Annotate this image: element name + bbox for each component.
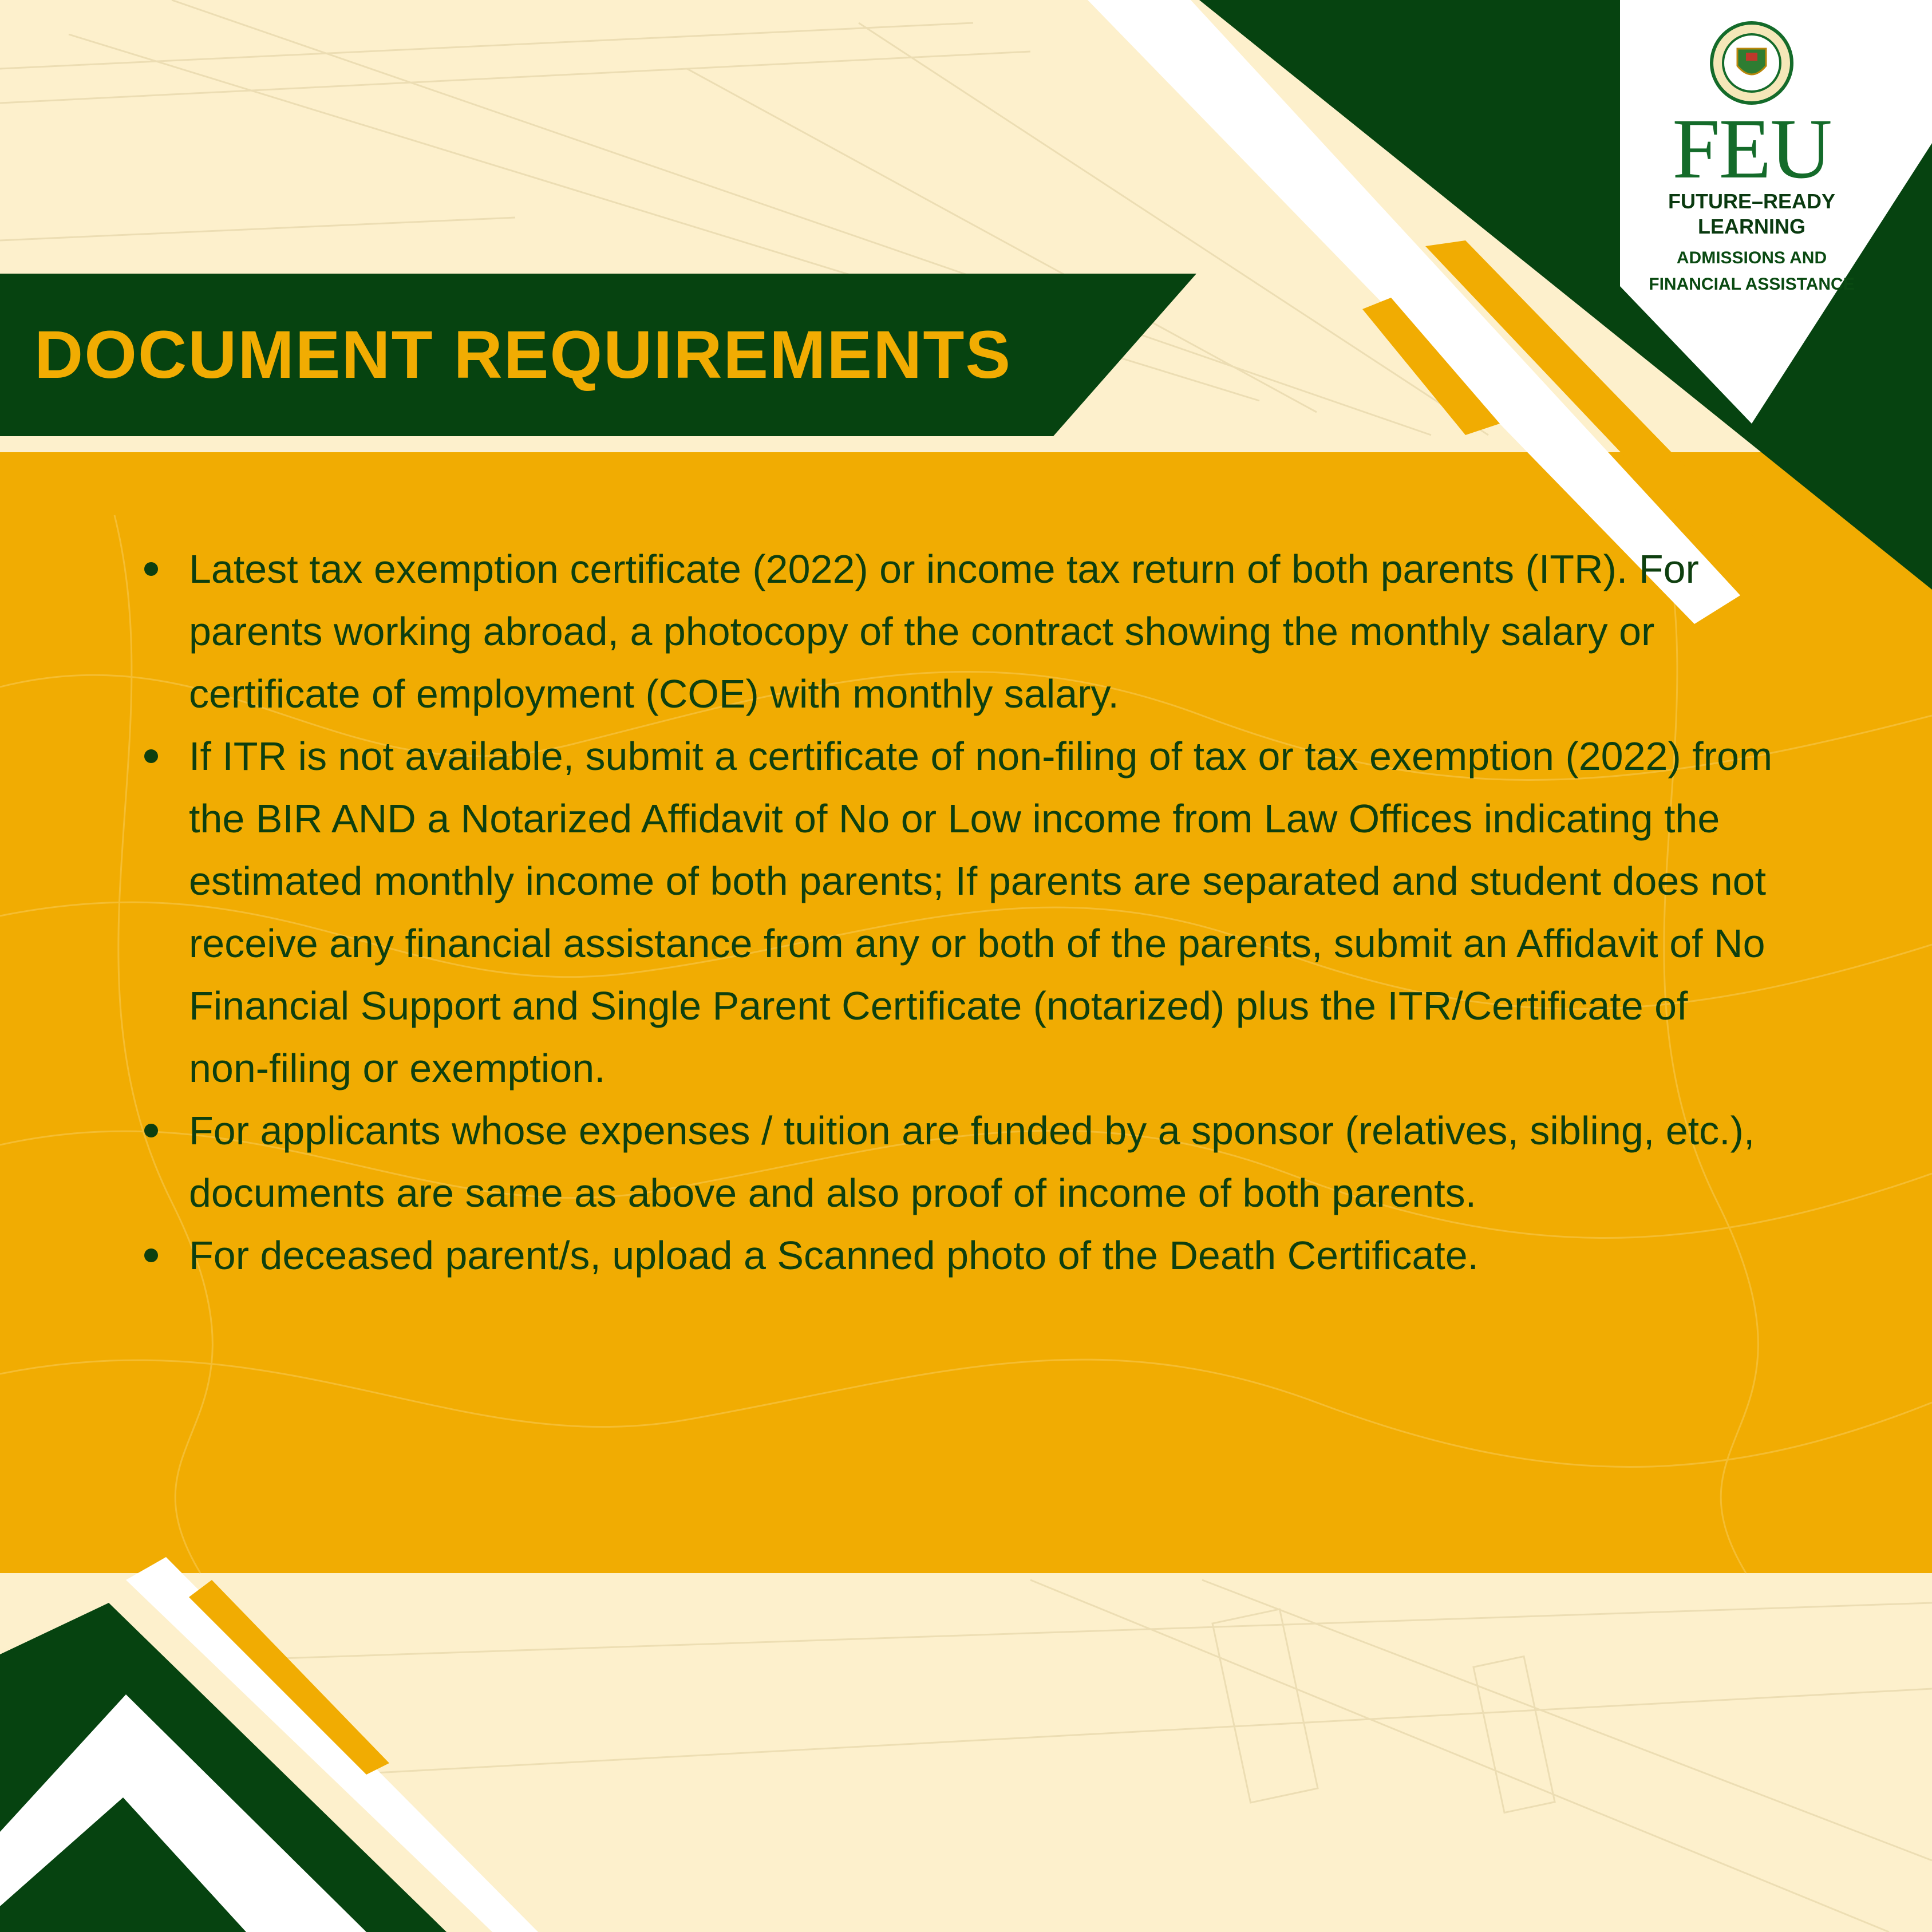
logo-tagline-line2: LEARNING — [1698, 215, 1805, 238]
bullet-icon — [144, 749, 158, 763]
logo-office-line1: ADMISSIONS AND — [1676, 248, 1827, 267]
feu-wordmark: FEU — [1672, 101, 1831, 196]
logo-office-line2: FINANCIAL ASSISTANCE — [1649, 275, 1855, 294]
requirement-text: For applicants whose expenses / tuition are funded by a sponsor (relatives, sibling, etc.), documents are same as above and also proof of income of both parents. — [189, 1108, 1755, 1215]
list-item — [137, 725, 1775, 1100]
requirements-list — [137, 538, 1775, 1287]
page-title: DOCUMENT REQUIREMENTS — [34, 317, 1012, 393]
bullet-icon — [144, 562, 158, 576]
title-banner — [0, 274, 1196, 436]
bullet-icon — [144, 1124, 158, 1137]
list-item — [137, 1224, 1775, 1287]
requirement-text: For deceased parent/s, upload a Scanned photo of the Death Certificate. — [189, 1233, 1479, 1278]
requirement-text: If ITR is not available, submit a certificate of non-filing of tax or tax exemption (2022) from the BIR AND a Notarized Affidavit of No or Low income from Law Offices indicating the estimated monthly income of both parents; If parents are separated and student does not receive any financial assistance from any or both of the parents, submit an Affidavit of No Financial Support and Single Parent Certificate (notarized) plus the ITR/Certificate of non-filing or exemption. — [189, 734, 1773, 1091]
bullet-icon — [144, 1249, 158, 1262]
logo-tagline-line1: FUTURE–READY — [1668, 189, 1836, 213]
feu-logo — [1626, 23, 1878, 315]
requirement-text: Latest tax exemption certificate (2022) or income tax return of both parents (ITR). For parents working abroad, a photocopy of the contract showing the monthly salary or certificate of employment (COE) with monthly salary. — [189, 547, 1699, 716]
list-item — [137, 538, 1775, 725]
list-item — [137, 1100, 1775, 1224]
